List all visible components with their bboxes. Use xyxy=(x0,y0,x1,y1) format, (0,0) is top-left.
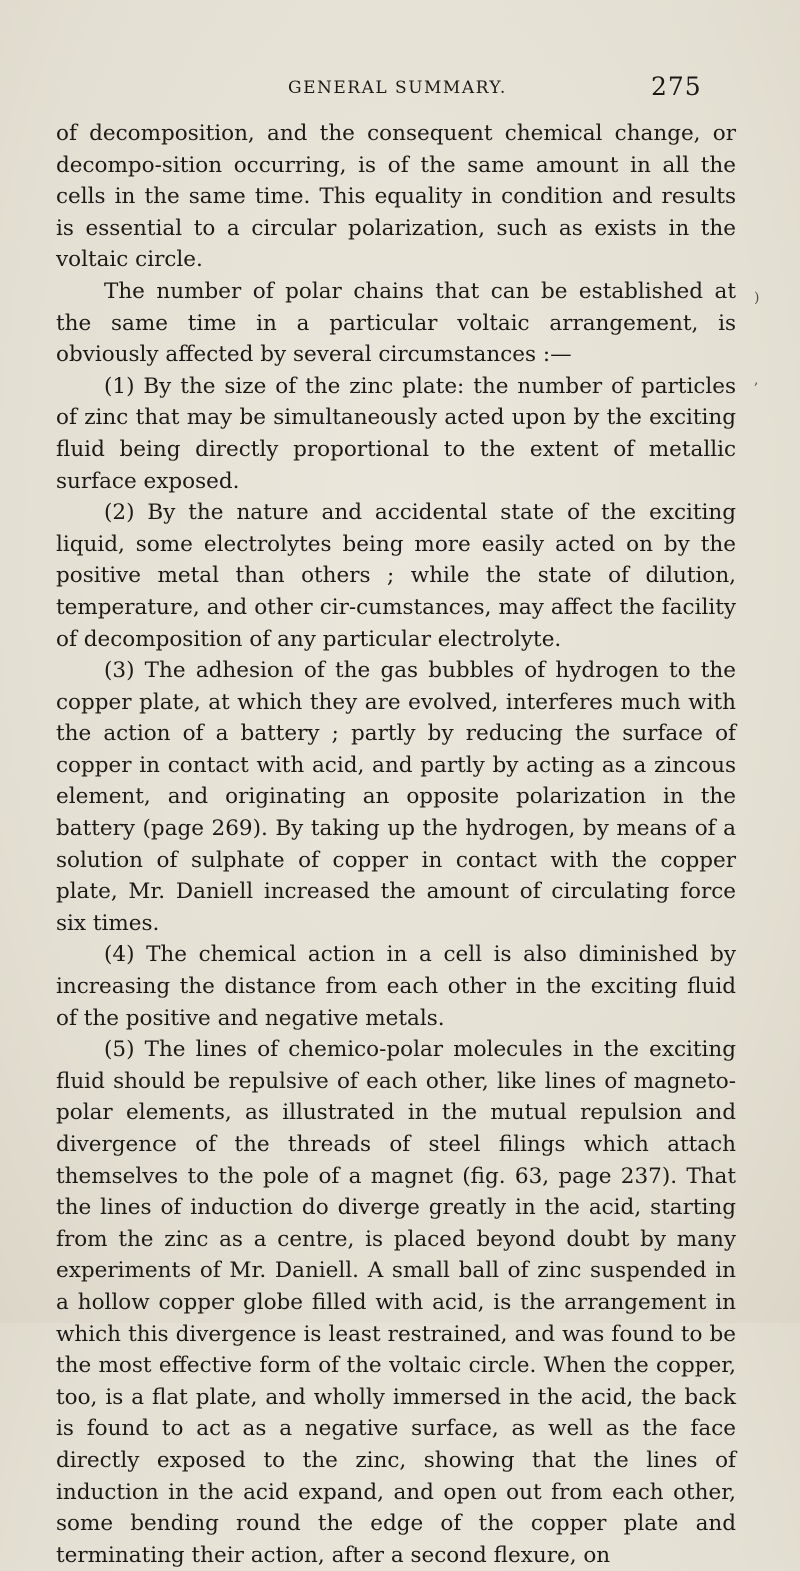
margin-mark: ) xyxy=(754,290,760,306)
paragraph-2: The number of polar chains that can be established at the same time in a particular voltaic arrangement, is obviously affected by several circumstances :— xyxy=(56,278,736,368)
paragraph-7: (5) The lines of chemico-polar molecules in the exciting fluid should be repulsive of each other, like lines of magneto-polar elements, as illustrated in the mutual repulsion and divergence of the threads of steel filings which attach themselves to the pole of a magnet (fig. 63, page 237). That the lines of induction do diverge greatly in the acid, starting from the zinc as a centre, is placed beyond doubt by many experiments of Mr. Daniell. A small ball of zinc suspended in a hollow copper globe filled with acid, is the arrangement in which this divergence is least restrained, and was found to be the most effective form of the voltaic circle. When the copper, too, is a flat plate, and wholly immersed in the acid, the back is found to act as a negative surface, as well as the face directly exposed to the zinc, showing that the lines of induction in the acid expand, and open out from each other, some bending round the edge of the copper plate and terminating their action, after a second flexure, on xyxy=(56,1037,736,1568)
paragraph-4: (2) By the nature and accidental state of the exciting liquid, some electrolytes being more easily acted on by the positive metal than others ; while the state of dilution, temperature, and other cir-cumstances, may affect the facility of decomposition of any particular electrolyte. xyxy=(56,500,736,652)
paragraph-5: (3) The adhesion of the gas bubbles of hydrogen to the copper plate, at which they are evolved, interferes much with the action of a battery ; partly by reducing the surface of copper in contact with acid, and partly by acting as a zincous element, and originating an opposite polarization in the battery (page 269). By taking up the hydrogen, by means of a solution of sulphate of copper in contact with the copper plate, Mr. Daniell increased the amount of circulating force six times. xyxy=(56,658,736,936)
running-head xyxy=(0,72,800,108)
running-title: GENERAL SUMMARY. xyxy=(288,78,507,98)
paragraph-3: (1) By the size of the zinc plate: the number of particles of zinc that may be simultaneously acted upon by the exciting fluid being directly proportional to the extent of metallic surface exposed. xyxy=(56,373,736,494)
paragraph-6: (4) The chemical action in a cell is also diminished by increasing the distance from each other in the exciting fluid of the positive and negative metals. xyxy=(56,942,736,1031)
margin-mark: , xyxy=(754,372,759,388)
paragraph-1: of decomposition, and the consequent chemical change, or decompo-sition occurring, is of the same amount in all the cells in the same time. This equality in condition and results is essential to a circular polarization, such as exists in the voltaic circle. xyxy=(56,121,736,273)
page-number: 275 xyxy=(651,72,702,101)
body-text xyxy=(56,118,736,1571)
